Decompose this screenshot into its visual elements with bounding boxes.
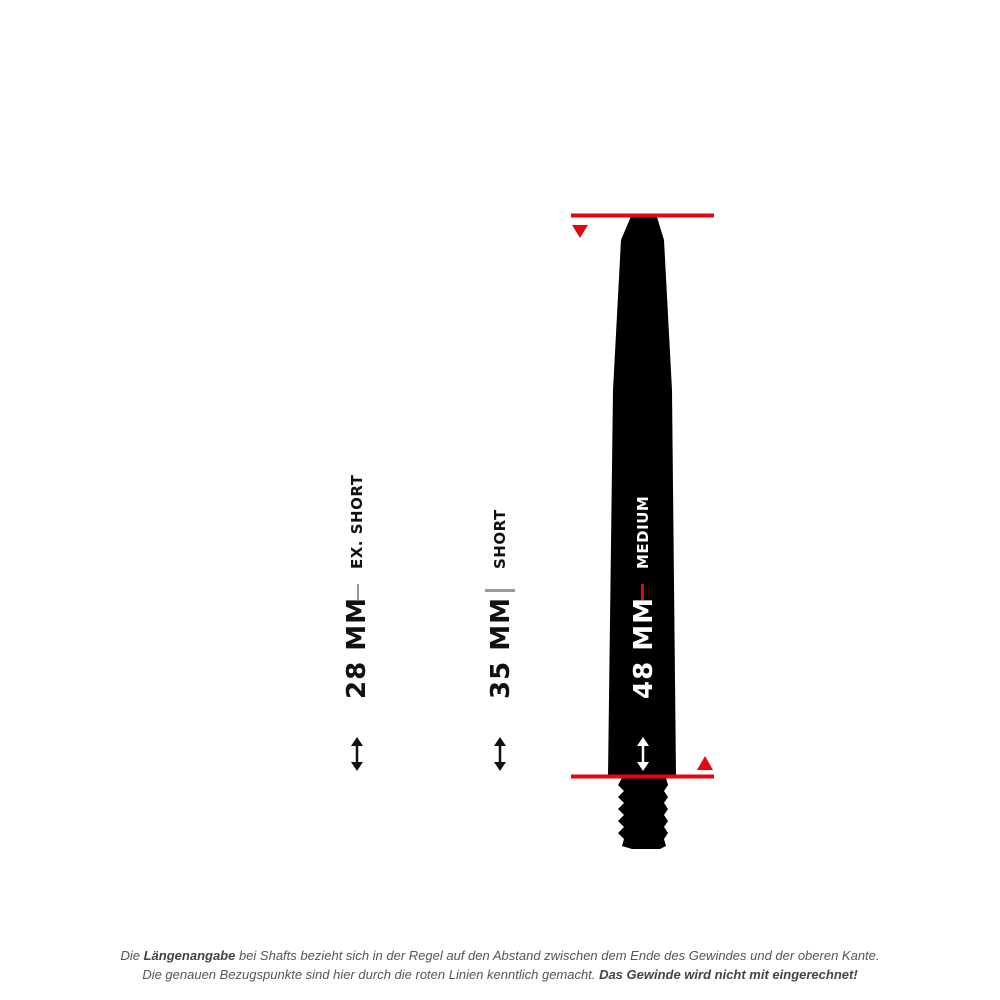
size-length: 28 MM bbox=[342, 597, 372, 699]
triangle-up-icon bbox=[697, 756, 713, 770]
size-label: EX. SHORT bbox=[348, 474, 366, 569]
triangle-down-icon bbox=[572, 225, 588, 238]
footnote-line-1: Die Längenangabe bei Shafts bezieht sich in der Regel auf den Abstand zwischen dem Ende des Gewindes und der oberen Kante. bbox=[120, 948, 880, 963]
size-length: 35 MM bbox=[486, 597, 516, 699]
footnote-line-2: Die genauen Bezugspunkte sind hier durch die roten Linien kenntlich gemacht. Das Gewinde wird nicht mit eingerechnet! bbox=[142, 967, 858, 982]
double-arrow-icon bbox=[633, 737, 653, 771]
thread bbox=[618, 778, 668, 849]
size-length: 48 MM bbox=[629, 597, 659, 699]
size-label: MEDIUM bbox=[634, 495, 652, 569]
footnote bbox=[0, 946, 1000, 984]
size-label: SHORT bbox=[491, 509, 509, 569]
